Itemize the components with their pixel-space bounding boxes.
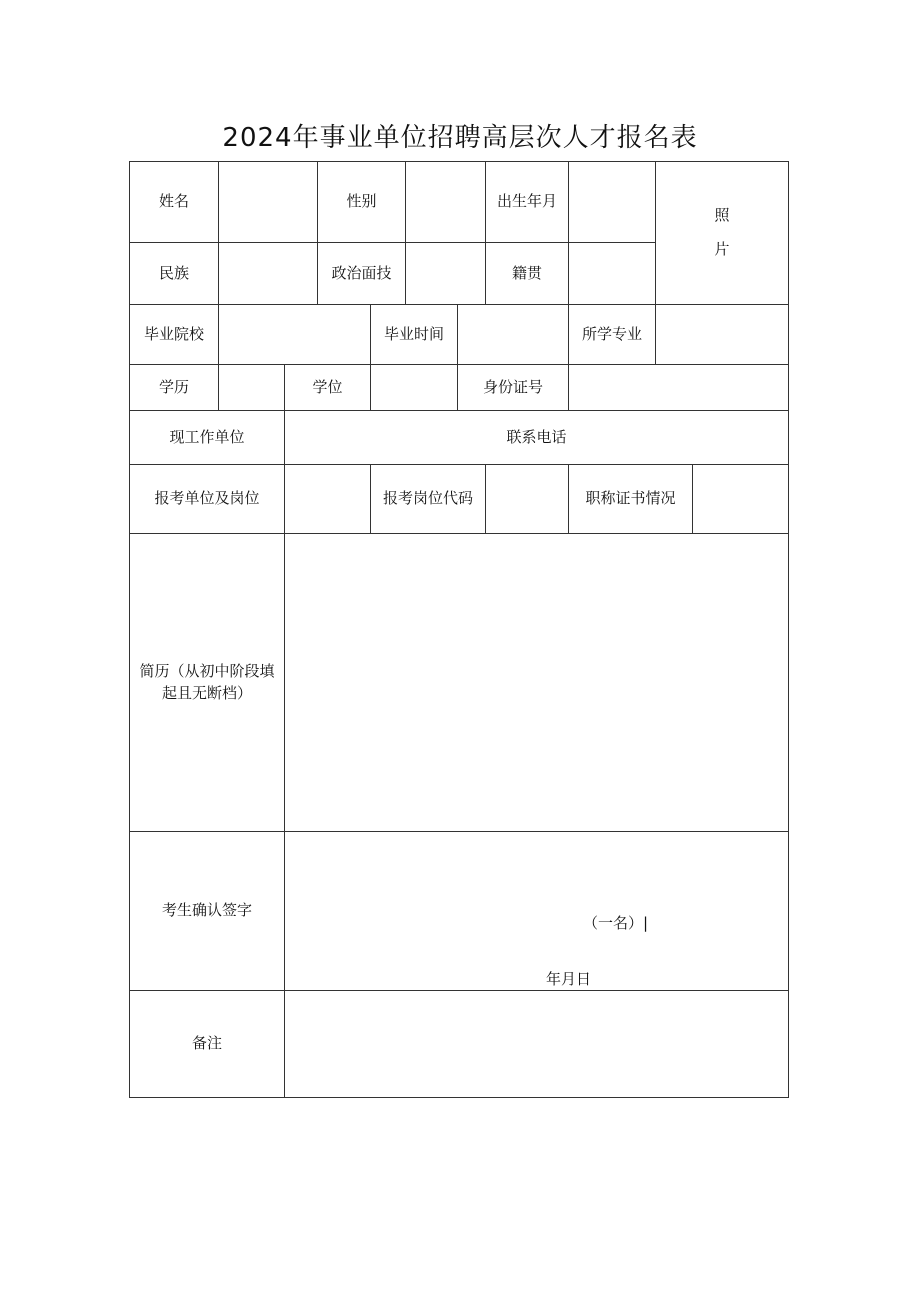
- input-school[interactable]: [218, 304, 371, 365]
- signature-note: （一名）|: [583, 914, 649, 932]
- input-birth[interactable]: [568, 161, 656, 243]
- photo-box[interactable]: [655, 161, 789, 305]
- photo-label-2: 片: [714, 240, 730, 258]
- label-education: 学历: [129, 364, 219, 411]
- label-major: 所学专业: [568, 304, 656, 365]
- label-birth: 出生年月: [485, 161, 569, 243]
- input-title-cert[interactable]: [692, 464, 789, 534]
- label-post-code: 报考岗位代码: [370, 464, 486, 534]
- input-ethnicity[interactable]: [218, 242, 318, 305]
- label-resume: 简历（从初中阶段填起且无断档）: [129, 533, 285, 832]
- label-ethnicity: 民族: [129, 242, 219, 305]
- input-resume[interactable]: [284, 533, 789, 832]
- input-apply-unit[interactable]: [284, 464, 371, 534]
- input-id-number[interactable]: [568, 364, 789, 411]
- input-grad-time[interactable]: [457, 304, 569, 365]
- label-remarks: 备注: [129, 990, 285, 1098]
- signature-date: 年月日: [546, 970, 592, 988]
- input-education[interactable]: [218, 364, 285, 411]
- label-gender: 性别: [317, 161, 406, 243]
- label-name: 姓名: [129, 161, 219, 243]
- label-political: 政治面技: [317, 242, 406, 305]
- input-remarks[interactable]: [284, 990, 789, 1098]
- input-political[interactable]: [405, 242, 486, 305]
- label-title-cert: 职称证书情况: [568, 464, 693, 534]
- label-employer: 现工作单位: [129, 410, 285, 465]
- input-post-code[interactable]: [485, 464, 569, 534]
- input-confirm-signature[interactable]: [284, 831, 789, 991]
- input-native-place[interactable]: [568, 242, 656, 305]
- label-grad-time: 毕业时间: [370, 304, 458, 365]
- input-name[interactable]: [218, 161, 318, 243]
- label-apply-unit: 报考单位及岗位: [129, 464, 285, 534]
- label-confirm: 考生确认签字: [129, 831, 285, 991]
- label-native-place: 籍贯: [485, 242, 569, 305]
- input-degree[interactable]: [370, 364, 458, 411]
- photo-label-1: 照: [714, 206, 730, 225]
- label-school: 毕业院校: [129, 304, 219, 365]
- input-gender[interactable]: [405, 161, 486, 243]
- label-id-number: 身份证号: [457, 364, 569, 411]
- input-major[interactable]: [655, 304, 789, 365]
- label-degree: 学位: [284, 364, 371, 411]
- label-phone: 联系电话: [284, 410, 789, 465]
- form-title: 2024年事业单位招聘高层次人才报名表: [222, 123, 698, 153]
